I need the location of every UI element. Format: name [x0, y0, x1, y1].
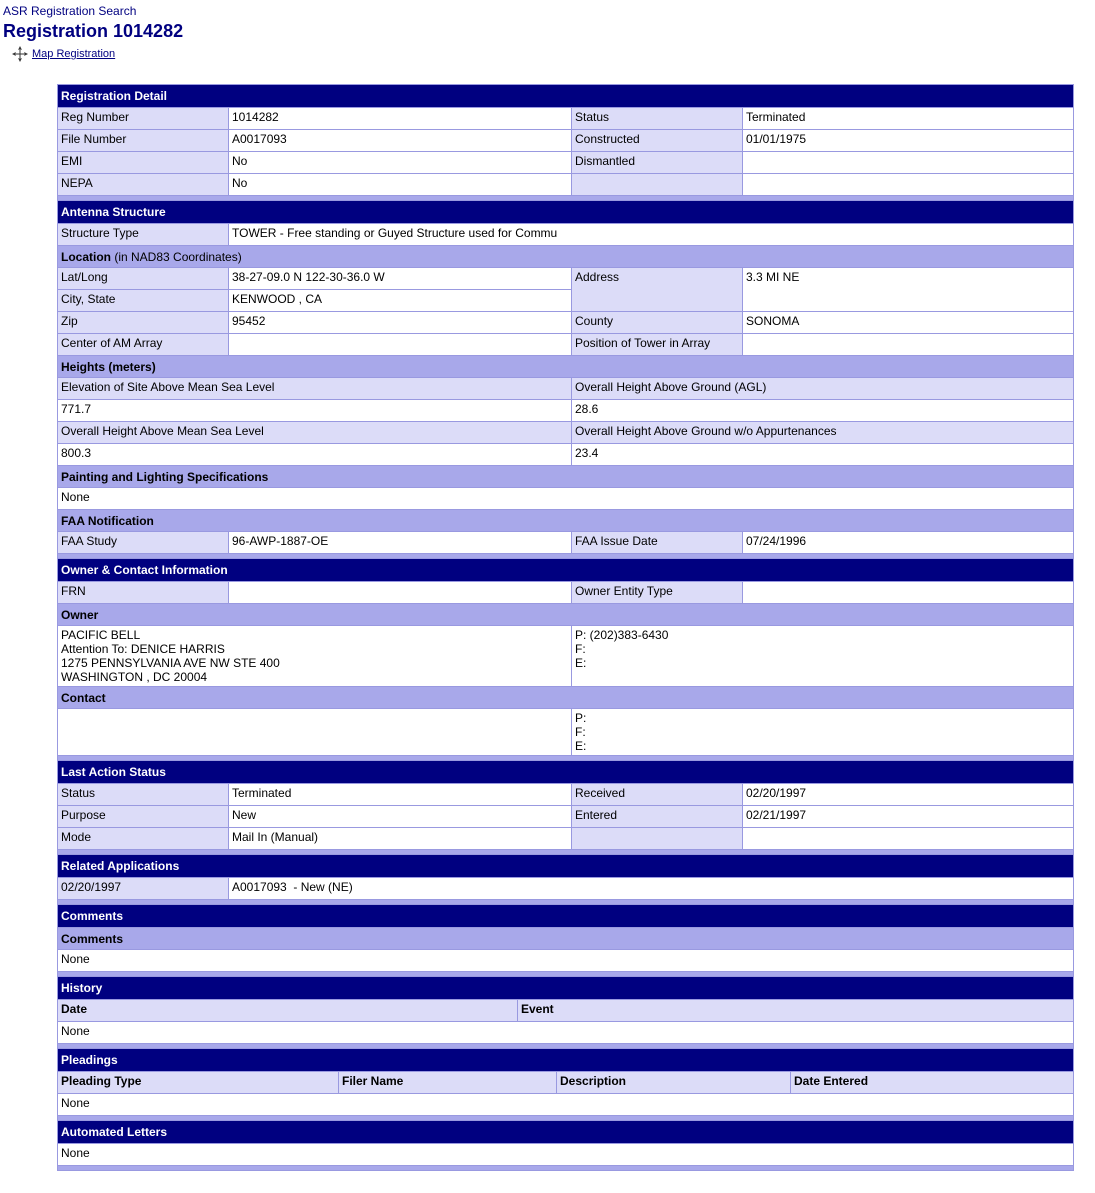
faa-subheader: FAA Notification	[58, 510, 1073, 531]
history-col-event: Event	[518, 1000, 1073, 1021]
history-table	[57, 976, 1074, 1049]
contact-phone-block	[572, 709, 1073, 755]
zip-label: Zip	[58, 312, 228, 333]
section-gap	[58, 756, 1073, 760]
history-value: None	[58, 1022, 1073, 1043]
elevation-label: Elevation of Site Above Mean Sea Level	[58, 378, 571, 399]
empty-value	[743, 828, 1073, 849]
breadcrumb-link[interactable]: ASR Registration Search	[3, 4, 137, 18]
location-label: Location	[61, 249, 111, 264]
section-last-action: Last Action Status	[58, 761, 1073, 783]
structure-type-label: Structure Type	[58, 224, 228, 245]
dismantled-label: Dismantled	[572, 152, 742, 173]
file-number-label: File Number	[58, 130, 228, 151]
location-note: (in NAD83 Coordinates)	[111, 249, 242, 264]
am-array-label: Center of AM Array	[58, 334, 228, 355]
entered-value: 02/21/1997	[743, 806, 1073, 827]
tower-position-label: Position of Tower in Array	[572, 334, 742, 355]
agl-value: 28.6	[572, 400, 1073, 421]
map-crosshair-icon	[11, 45, 29, 63]
action-status-label: Status	[58, 784, 228, 805]
entered-label: Entered	[572, 806, 742, 827]
heights-subheader: Heights (meters)	[58, 356, 1073, 377]
citystate-value: KENWOOD , CA	[229, 290, 571, 311]
purpose-label: Purpose	[58, 806, 228, 827]
pleadings-col-type: Pleading Type	[58, 1072, 338, 1093]
section-pleadings: Pleadings	[58, 1049, 1073, 1071]
section-gap	[58, 850, 1073, 854]
entity-type-label: Owner Entity Type	[572, 582, 742, 603]
section-gap	[58, 1166, 1073, 1170]
section-gap	[58, 900, 1073, 904]
owner-email: E:	[575, 656, 587, 670]
reg-number-value: 1014282	[229, 108, 571, 129]
mode-value: Mail In (Manual)	[229, 828, 571, 849]
elevation-value: 771.7	[58, 400, 571, 421]
contact-subheader: Contact	[58, 687, 1073, 708]
section-related-applications: Related Applications	[58, 855, 1073, 877]
faa-issue-value: 07/24/1996	[743, 532, 1073, 553]
pleadings-col-description: Description	[557, 1072, 790, 1093]
status-value: Terminated	[743, 108, 1073, 129]
owner-fax: F:	[575, 642, 586, 656]
registration-table	[57, 84, 1074, 977]
citystate-label: City, State	[58, 290, 228, 311]
faa-study-value: 96-AWP-1887-OE	[229, 532, 571, 553]
owner-attention: Attention To: DENICE HARRIS	[61, 642, 225, 656]
action-status-value: Terminated	[229, 784, 571, 805]
constructed-label: Constructed	[572, 130, 742, 151]
owner-street: 1275 PENNSYLVANIA AVE NW STE 400	[61, 656, 280, 670]
owner-phone-block	[572, 626, 1073, 686]
structure-type-value: TOWER - Free standing or Guyed Structure used for Commu	[229, 224, 1073, 245]
county-value: SONOMA	[743, 312, 1073, 333]
latlong-value: 38-27-09.0 N 122-30-36.0 W	[229, 268, 571, 289]
amsl-label: Overall Height Above Mean Sea Level	[58, 422, 571, 443]
location-subheader	[58, 246, 1073, 267]
section-registration-detail: Registration Detail	[58, 85, 1073, 107]
painting-subheader: Painting and Lighting Specifications	[58, 466, 1073, 487]
emi-label: EMI	[58, 152, 228, 173]
map-registration-link[interactable]: Map Registration	[32, 48, 116, 60]
nepa-value: No	[229, 174, 571, 195]
owner-address	[58, 626, 571, 686]
file-number-value: A0017093	[229, 130, 571, 151]
owner-city: WASHINGTON , DC 20004	[61, 670, 208, 684]
related-application-link[interactable]: A0017093 - New (NE)	[229, 878, 1073, 899]
map-registration[interactable]	[11, 45, 115, 63]
empty-label	[572, 174, 742, 195]
constructed-value: 01/01/1975	[743, 130, 1073, 151]
letters-table	[57, 1120, 1074, 1171]
amsl-value: 800.3	[58, 444, 571, 465]
section-gap	[58, 196, 1073, 200]
section-gap	[58, 554, 1073, 558]
frn-value	[229, 582, 571, 603]
mode-label: Mode	[58, 828, 228, 849]
pleadings-col-filer: Filer Name	[339, 1072, 556, 1093]
dismantled-value	[743, 152, 1073, 173]
reg-number-label: Reg Number	[58, 108, 228, 129]
contact-fax: F:	[575, 725, 586, 739]
section-comments: Comments	[58, 905, 1073, 927]
status-label: Status	[572, 108, 742, 129]
section-automated-letters: Automated Letters	[58, 1121, 1073, 1143]
section-antenna-structure: Antenna Structure	[58, 201, 1073, 223]
history-col-date: Date	[58, 1000, 517, 1021]
am-array-value	[229, 334, 571, 355]
comments-subheader: Comments	[58, 928, 1073, 949]
section-owner-contact: Owner & Contact Information	[58, 559, 1073, 581]
nepa-label: NEPA	[58, 174, 228, 195]
pleadings-col-date-entered: Date Entered	[791, 1072, 1073, 1093]
contact-phone: P:	[575, 711, 587, 725]
latlong-label: Lat/Long	[58, 268, 228, 289]
contact-email: E:	[575, 739, 587, 753]
section-history: History	[58, 977, 1073, 999]
purpose-value: New	[229, 806, 571, 827]
painting-value: None	[58, 488, 1073, 509]
pleadings-table	[57, 1048, 1074, 1121]
county-label: County	[572, 312, 742, 333]
received-value: 02/20/1997	[743, 784, 1073, 805]
agl-noapp-value: 23.4	[572, 444, 1073, 465]
address-value: 3.3 MI NE	[743, 268, 1073, 311]
empty-label	[572, 828, 742, 849]
empty-value	[743, 174, 1073, 195]
comments-value: None	[58, 950, 1073, 971]
faa-study-label: FAA Study	[58, 532, 228, 553]
contact-address	[58, 709, 571, 755]
owner-subheader: Owner	[58, 604, 1073, 625]
pleadings-value: None	[58, 1094, 1073, 1115]
related-date: 02/20/1997	[58, 878, 228, 899]
owner-phone: P: (202)383-6430	[575, 628, 669, 642]
emi-value: No	[229, 152, 571, 173]
agl-noapp-label: Overall Height Above Ground w/o Appurtenances	[572, 422, 1073, 443]
letters-value: None	[58, 1144, 1073, 1165]
address-label: Address	[572, 268, 742, 311]
agl-label: Overall Height Above Ground (AGL)	[572, 378, 1073, 399]
received-label: Received	[572, 784, 742, 805]
tower-position-value	[743, 334, 1073, 355]
faa-issue-label: FAA Issue Date	[572, 532, 742, 553]
frn-label: FRN	[58, 582, 228, 603]
owner-name: PACIFIC BELL	[61, 628, 141, 642]
page-title: Registration 1014282	[3, 21, 184, 41]
entity-type-value	[743, 582, 1073, 603]
zip-value: 95452	[229, 312, 571, 333]
